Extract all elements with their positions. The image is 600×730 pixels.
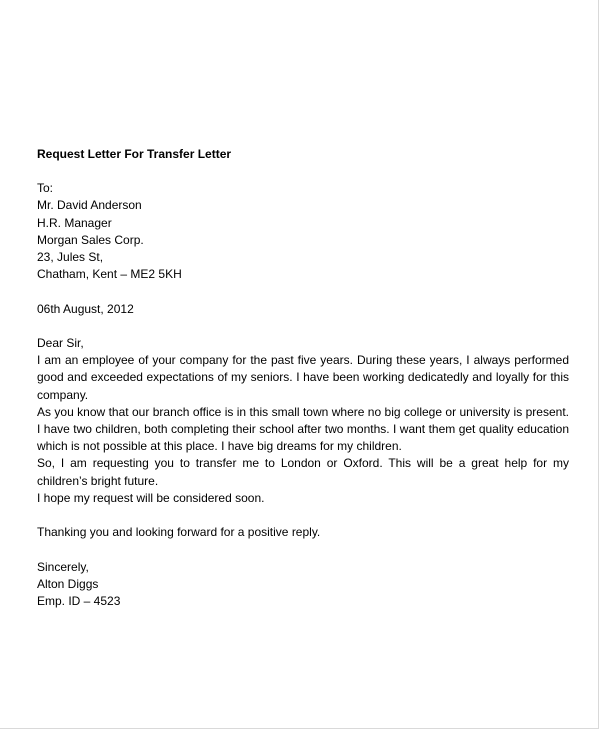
date-text: 06th August, 2012	[37, 301, 134, 316]
recipient-address	[37, 180, 569, 283]
recipient-street: 23, Jules St,	[37, 250, 104, 265]
valediction: Sincerely,	[37, 559, 89, 574]
body-paragraph: I hope my request will be considered soon.	[37, 490, 265, 505]
signature-block	[37, 559, 569, 611]
recipient-position: H.R. Manager	[37, 215, 112, 230]
closing-line: Thanking you and looking forward for a positive reply.	[37, 525, 321, 540]
recipient-name: Mr. David Anderson	[37, 198, 142, 213]
recipient-company: Morgan Sales Corp.	[37, 232, 144, 247]
recipient-to-label: To:	[37, 181, 54, 196]
letter-body	[37, 335, 569, 507]
closing-block	[37, 524, 569, 541]
body-paragraph: I am an employee of your company for the past five years. During these years, I always performed good and exceeded expectations of my seniors. I have been working dedicatedly and loyally for this company.	[37, 353, 569, 402]
body-paragraph: As you know that our branch office is in this small town where no big college or university is present. I have two children, both completing their school after two months. I want them get quality education which is not possible at this place. I have big dreams for my children.	[37, 404, 569, 454]
letter-date	[37, 301, 569, 318]
sender-name: Alton Diggs	[37, 576, 99, 591]
letter-title: Request Letter For Transfer Letter	[37, 147, 232, 161]
recipient-city: Chatham, Kent – ME2 5KH	[37, 267, 182, 282]
letter-content	[37, 146, 569, 610]
salutation: Dear Sir,	[37, 336, 84, 350]
body-paragraph: So, I am requesting you to transfer me to London or Oxford. This will be a great help for my children’s bright future.	[37, 456, 569, 488]
sender-emp-id: Emp. ID – 4523	[37, 594, 121, 609]
